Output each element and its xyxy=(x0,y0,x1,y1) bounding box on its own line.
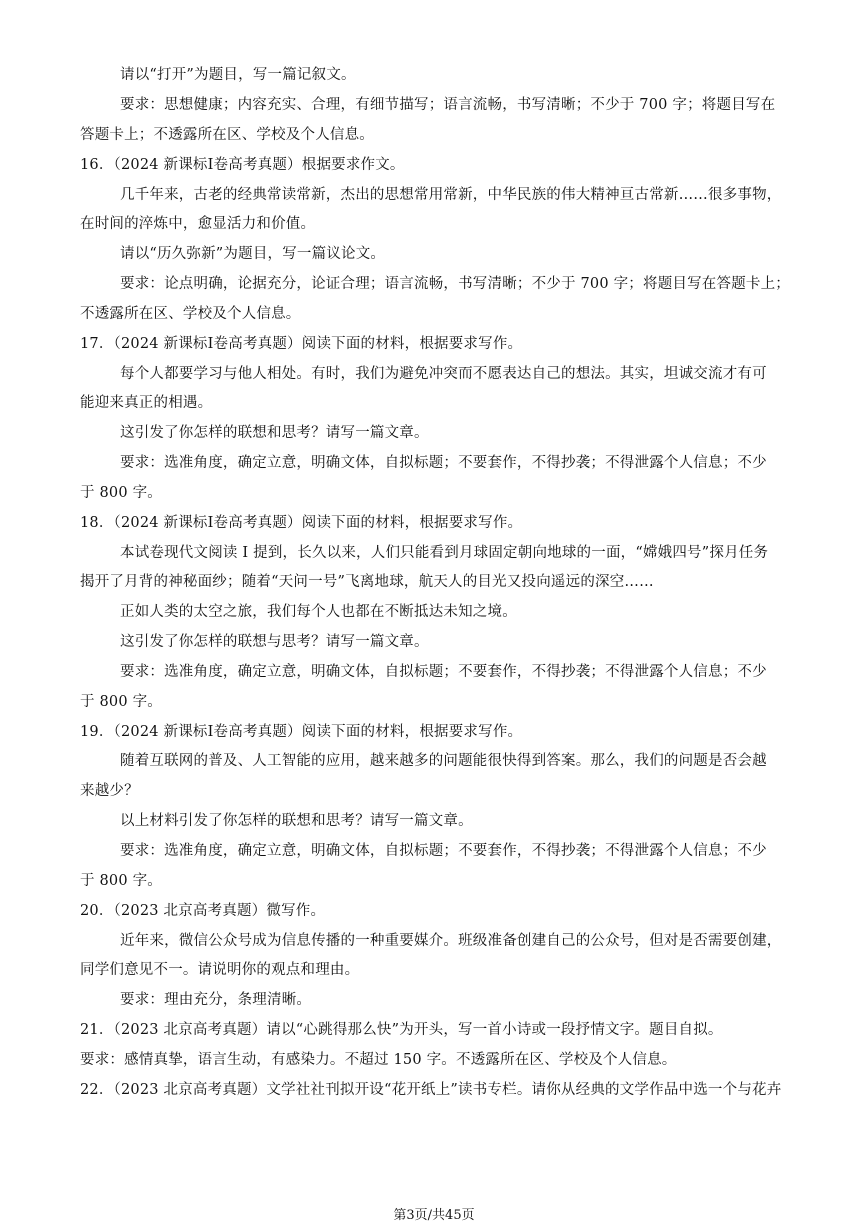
text-line: 要求：感情真挚，语言生动，有感染力。不超过 150 字。不透露所在区、学校及个人信息。 xyxy=(80,1052,677,1068)
question-heading: 22．（2023 北京高考真题）文学社社刊拟开设“花开纸上”读书专栏。请你从经典的文学作品中选一个与花卉 xyxy=(80,1082,782,1098)
question-heading: 20．（2023 北京高考真题）微写作。 xyxy=(80,903,326,919)
material-text: 来越少？ xyxy=(80,783,139,799)
text-line: 不透露所在区、学校及个人信息。 xyxy=(80,306,301,322)
text-line: 同学们意见不一。请说明你的观点和理由。 xyxy=(80,962,360,978)
material-text: 随着互联网的普及、人工智能的应用，越来越多的问题能很快得到答案。那么，我们的问题是否会越 xyxy=(120,753,767,769)
text-line: 以上材料引发了你怎样的联想和思考？请写一篇文章。 xyxy=(120,813,473,829)
text-line: 这引发了你怎样的联想与思考？请写一篇文章。 xyxy=(120,634,429,650)
text-line: 要求：选准角度，确定立意，明确文体，自拟标题；不要套作，不得抄袭；不得泄露个人信息；不少 xyxy=(120,455,767,471)
material-text: 在时间的淬炼中，愈显活力和价值。 xyxy=(80,216,316,232)
question-heading: 21．（2023 北京高考真题）请以“心跳得那么快”为开头，写一首小诗或一段抒情文字。题目自拟。 xyxy=(80,1022,723,1038)
question-heading: 18．（2024 新课标I卷高考真题）阅读下面的材料，根据要求写作。 xyxy=(80,515,523,531)
text-line: 于 800 字。 xyxy=(80,873,162,889)
text-line: 要求：选准角度，确定立意，明确文体，自拟标题；不要套作，不得抄袭；不得泄露个人信息；不少 xyxy=(120,664,767,680)
text-line: 答题卡上；不透露所在区、学校及个人信息。 xyxy=(80,127,374,143)
material-text: 本试卷现代文阅读 I 提到，长久以来，人们只能看到月球固定朝向地球的一面，“嫦娥四号”探月任务 xyxy=(120,545,769,561)
page-number: 第3页/共45页 xyxy=(393,1208,475,1223)
question-heading: 19．（2024 新课标I卷高考真题）阅读下面的材料，根据要求写作。 xyxy=(80,724,523,740)
material-text: 能迎来真正的相遇。 xyxy=(80,395,213,411)
text-line: 要求：理由充分，条理清晰。 xyxy=(120,992,312,1008)
material-text: 几千年来，古老的经典常读常新，杰出的思想常用常新，中华民族的伟大精神亘古常新……很多事物， xyxy=(120,187,782,203)
text-line: 要求：论点明确，论据充分，论证合理；语言流畅，书写清晰；不少于 700 字；将题目写在答题卡上； xyxy=(120,276,790,292)
text-line: 于 800 字。 xyxy=(80,485,162,501)
text-line: 请以“打开”为题目，写一篇记叙文。 xyxy=(120,67,356,83)
text-line: 要求：选准角度，确定立意，明确文体，自拟标题；不要套作，不得抄袭；不得泄露个人信息；不少 xyxy=(120,843,767,859)
text-line: 于 800 字。 xyxy=(80,694,162,710)
material-text: 每个人都要学习与他人相处。有时，我们为避免冲突而不愿表达自己的想法。其实，坦诚交流才有可 xyxy=(120,366,767,382)
material-text: 正如人类的太空之旅，我们每个人也都在不断抵达未知之境。 xyxy=(120,604,517,620)
text-line: 这引发了你怎样的联想和思考？请写一篇文章。 xyxy=(120,425,429,441)
question-heading: 17．（2024 新课标I卷高考真题）阅读下面的材料，根据要求写作。 xyxy=(80,336,523,352)
question-heading: 16．（2024 新课标I卷高考真题）根据要求作文。 xyxy=(80,157,405,173)
text-line: 近年来，微信公众号成为信息传播的一种重要媒介。班级准备创建自己的公众号，但对是否需要创建， xyxy=(120,933,782,949)
text-line: 请以“历久弥新”为题目，写一篇议论文。 xyxy=(120,246,386,262)
text-line: 要求：思想健康；内容充实、合理，有细节描写；语言流畅，书写清晰；不少于 700 字；将题目写在 xyxy=(120,97,776,113)
material-text: 揭开了月背的神秘面纱；随着“天问一号”飞离地球，航天人的目光又投向遥远的深空…… xyxy=(80,574,654,590)
